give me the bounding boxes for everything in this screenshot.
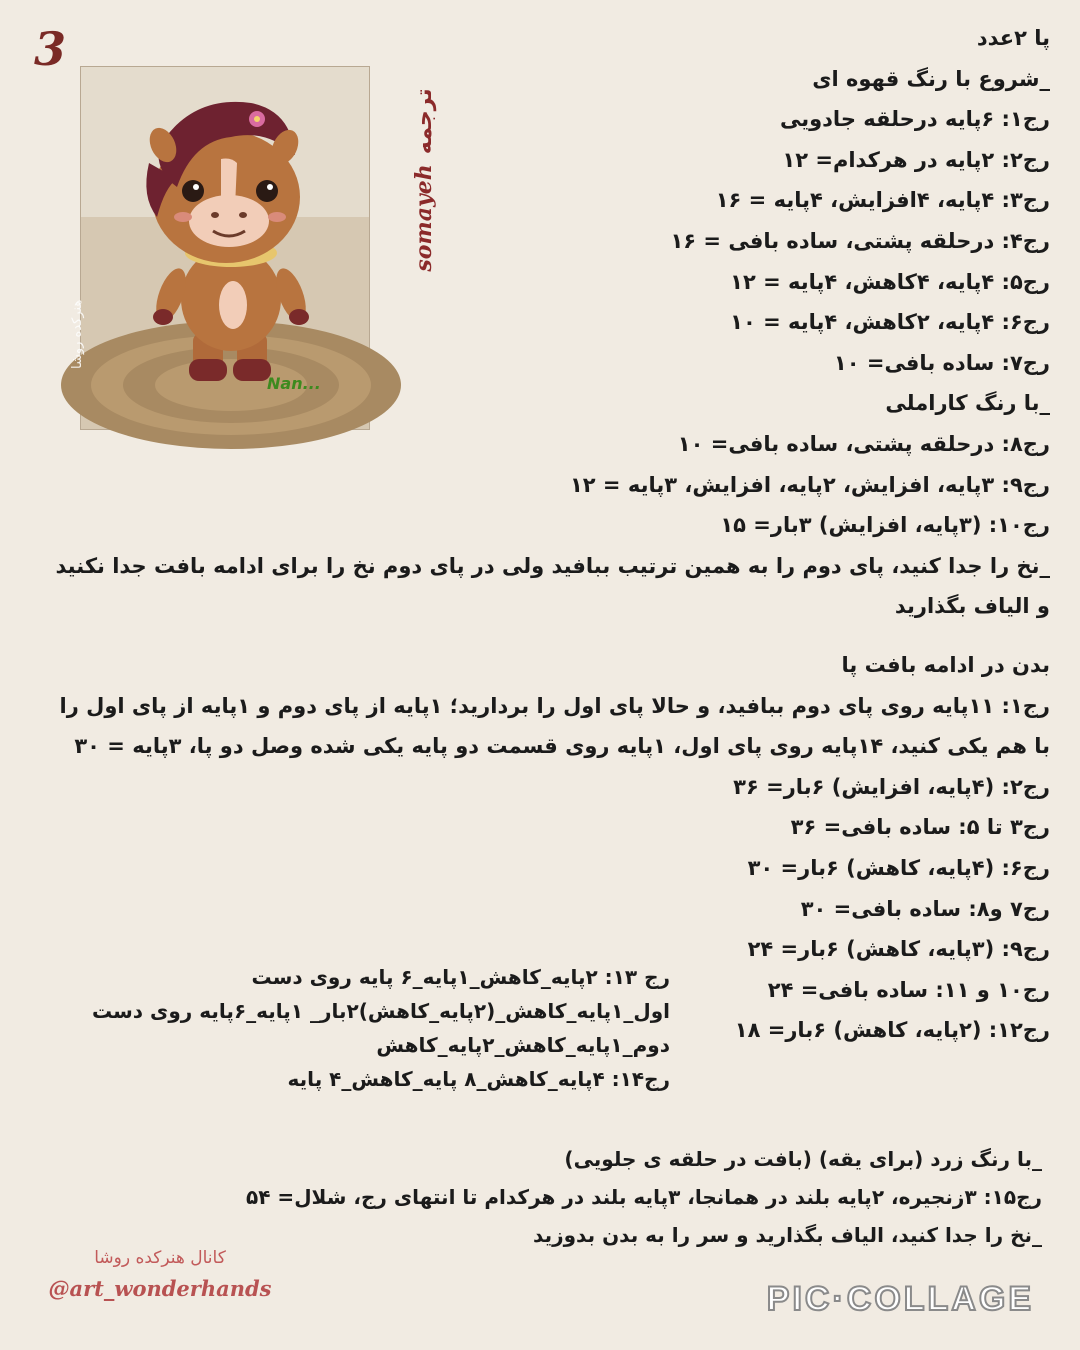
instruction-line: _با رنگ کاراملی xyxy=(885,391,1050,416)
legs-instructions xyxy=(40,18,1050,627)
instruction-line: رج۱۲: (۲پایه، کاهش) ۶بار= ۱۸ xyxy=(734,1018,1050,1043)
body-title: بدن در ادامه بافت پا xyxy=(841,653,1050,677)
instruction-line: رج۲: ۲پایه در هرکدام= ۱۲ xyxy=(782,147,1050,172)
instruction-line: _نخ را جدا کنید، الیاف بگذارید و سر را به بدن بدوزید xyxy=(533,1223,1042,1247)
channel-name: کانال هنرکده روشا xyxy=(94,1248,226,1268)
channel-handle: @art_wonderhands xyxy=(48,1276,272,1301)
channel-credit xyxy=(40,1248,280,1301)
instruction-line: رج۱۰: (۳پایه، افزایش) ۳بار= ۱۵ xyxy=(720,513,1050,538)
translator-label: ترجمه xyxy=(411,88,437,155)
instruction-line: رج۶: ۴پایه، ۲کاهش، ۴پایه = ۱۰ xyxy=(730,310,1050,335)
instruction-line: رج۴: درحلقه پشتی، ساده بافی = ۱۶ xyxy=(670,228,1050,253)
instruction-line: رج۶: (۴پایه، کاهش) ۶بار= ۳۰ xyxy=(747,855,1050,880)
instruction-line: رج۸: درحلقه پشتی، ساده بافی= ۱۰ xyxy=(677,431,1050,456)
side-note xyxy=(10,960,670,1096)
instruction-line: رج۲: (۴پایه، افزایش) ۶بار= ۳۶ xyxy=(733,774,1050,799)
instruction-line: _شروع با رنگ قهوه ای xyxy=(812,66,1050,91)
instruction-line: رج۱: ۶پایه درحلقه جادویی xyxy=(779,107,1050,132)
instruction-line: رج۹: (۳پایه، کاهش) ۶بار= ۲۴ xyxy=(747,937,1050,962)
instruction-note: _نخ را جدا کنید، پای دوم را به همین ترتیب ببافید ولی در پای دوم نخ را برای ادامه بافت جدا نکنید و الیاف بگذارید xyxy=(55,553,1050,619)
collar-instructions xyxy=(42,1140,1042,1254)
collar-title: _با رنگ زرد (برای یقه) (بافت در حلقه ی جلویی) xyxy=(564,1147,1042,1171)
legs-title: پا ۲عدد xyxy=(976,26,1050,50)
instruction-line: رج۵: ۴پایه، ۴کاهش، ۴پایه = ۱۲ xyxy=(730,269,1050,294)
instruction-line: رج۷ و۸: ساده بافی= ۳۰ xyxy=(800,896,1050,921)
instruction-line: رج۹: ۳پایه، افزایش، ۲پایه، افزایش، ۳پایه = ۱۲ xyxy=(569,472,1050,497)
photo-logo: Nan... xyxy=(267,374,321,393)
instruction-line: رج۱۰ و ۱۱: ساده بافی= ۲۴ xyxy=(767,977,1050,1002)
side-note-line: رج ۱۳: ۲پایه_کاهش_۱پایه_۶ پایه روی دست اول_۱پایه_کاهش_(۲پایه_کاهش)۲بار_ ۱پایه_۶پایه روی دست دوم_۱پایه_کاهش_۲پایه_کاهش xyxy=(91,965,670,1057)
side-note-line: رج۱۴: ۴پایه_کاهش_۸ پایه_کاهش_۴ پایه xyxy=(287,1067,670,1091)
photo-watermark: هنرکده روشا xyxy=(70,299,85,369)
instruction-line: رج۷: ساده بافی= ۱۰ xyxy=(833,350,1050,375)
piccollage-watermark: PIC·COLLAGE xyxy=(766,1280,1034,1318)
instruction-line: رج۱۵: ۳زنجیره، ۲پایه بلند در همانجا، ۳پایه بلند در هرکدام تا انتهای رج، شلال= ۵۴ xyxy=(246,1185,1042,1209)
instruction-line: رج۱: ۱۱پایه روی پای دوم ببافید، و حالا پای اول را بردارید؛ ۱پایه از پای دوم و ۱پایه از پای اول را با هم یکی کنید، ۱۴پایه روی پای اول، ۱پایه روی قسمت دو پایه یکی شده وصل دو پا، ۳پایه = ۳۰ xyxy=(59,693,1050,759)
translator-name: somayeh xyxy=(411,164,437,272)
page-number: 3 xyxy=(34,22,67,76)
instruction-line: رج۳ تا ۵: ساده بافی= ۳۶ xyxy=(790,815,1050,840)
instruction-line: رج۳: ۴پایه، ۴افزایش، ۴پایه = ۱۶ xyxy=(715,188,1050,213)
